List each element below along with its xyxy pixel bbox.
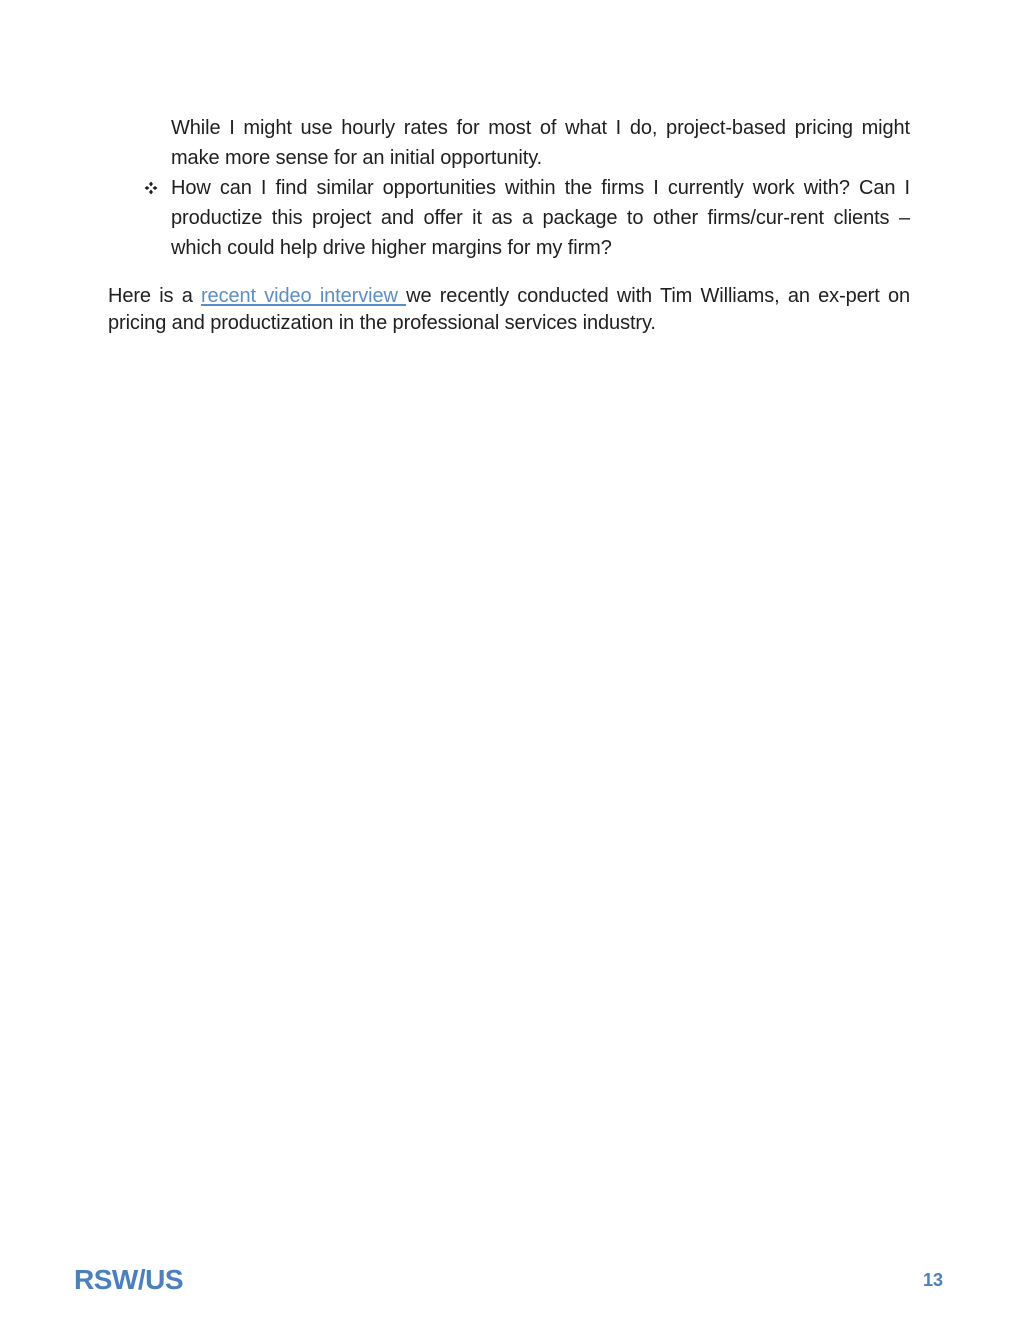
- list-item-continuation: [140, 113, 910, 173]
- rswus-logo: RSW/US: [74, 1264, 183, 1295]
- diamond-bullet-icon: [142, 173, 160, 203]
- paragraph-text-before-link: Here is a: [108, 285, 201, 307]
- paragraph-text-after-link: we recently conducted with Tim Williams, an ex-pert on pricing and productization in the professional services industry.: [108, 285, 910, 334]
- list-item: [140, 173, 910, 263]
- list-item-text: How can I find similar opportunities within the firms I currently work with? Can I productize this project and offer it as a package to other firms/cur-rent clients – which could help drive higher margins for my firm?: [171, 177, 910, 259]
- video-interview-link[interactable]: recent video interview: [201, 285, 407, 307]
- page-number: 13: [923, 1270, 944, 1290]
- body-paragraph: [108, 283, 910, 337]
- list-item-text: While I might use hourly rates for most of what I do, project-based pricing might make more sense for an initial opportunity.: [171, 117, 910, 169]
- bullet-list: [140, 113, 910, 263]
